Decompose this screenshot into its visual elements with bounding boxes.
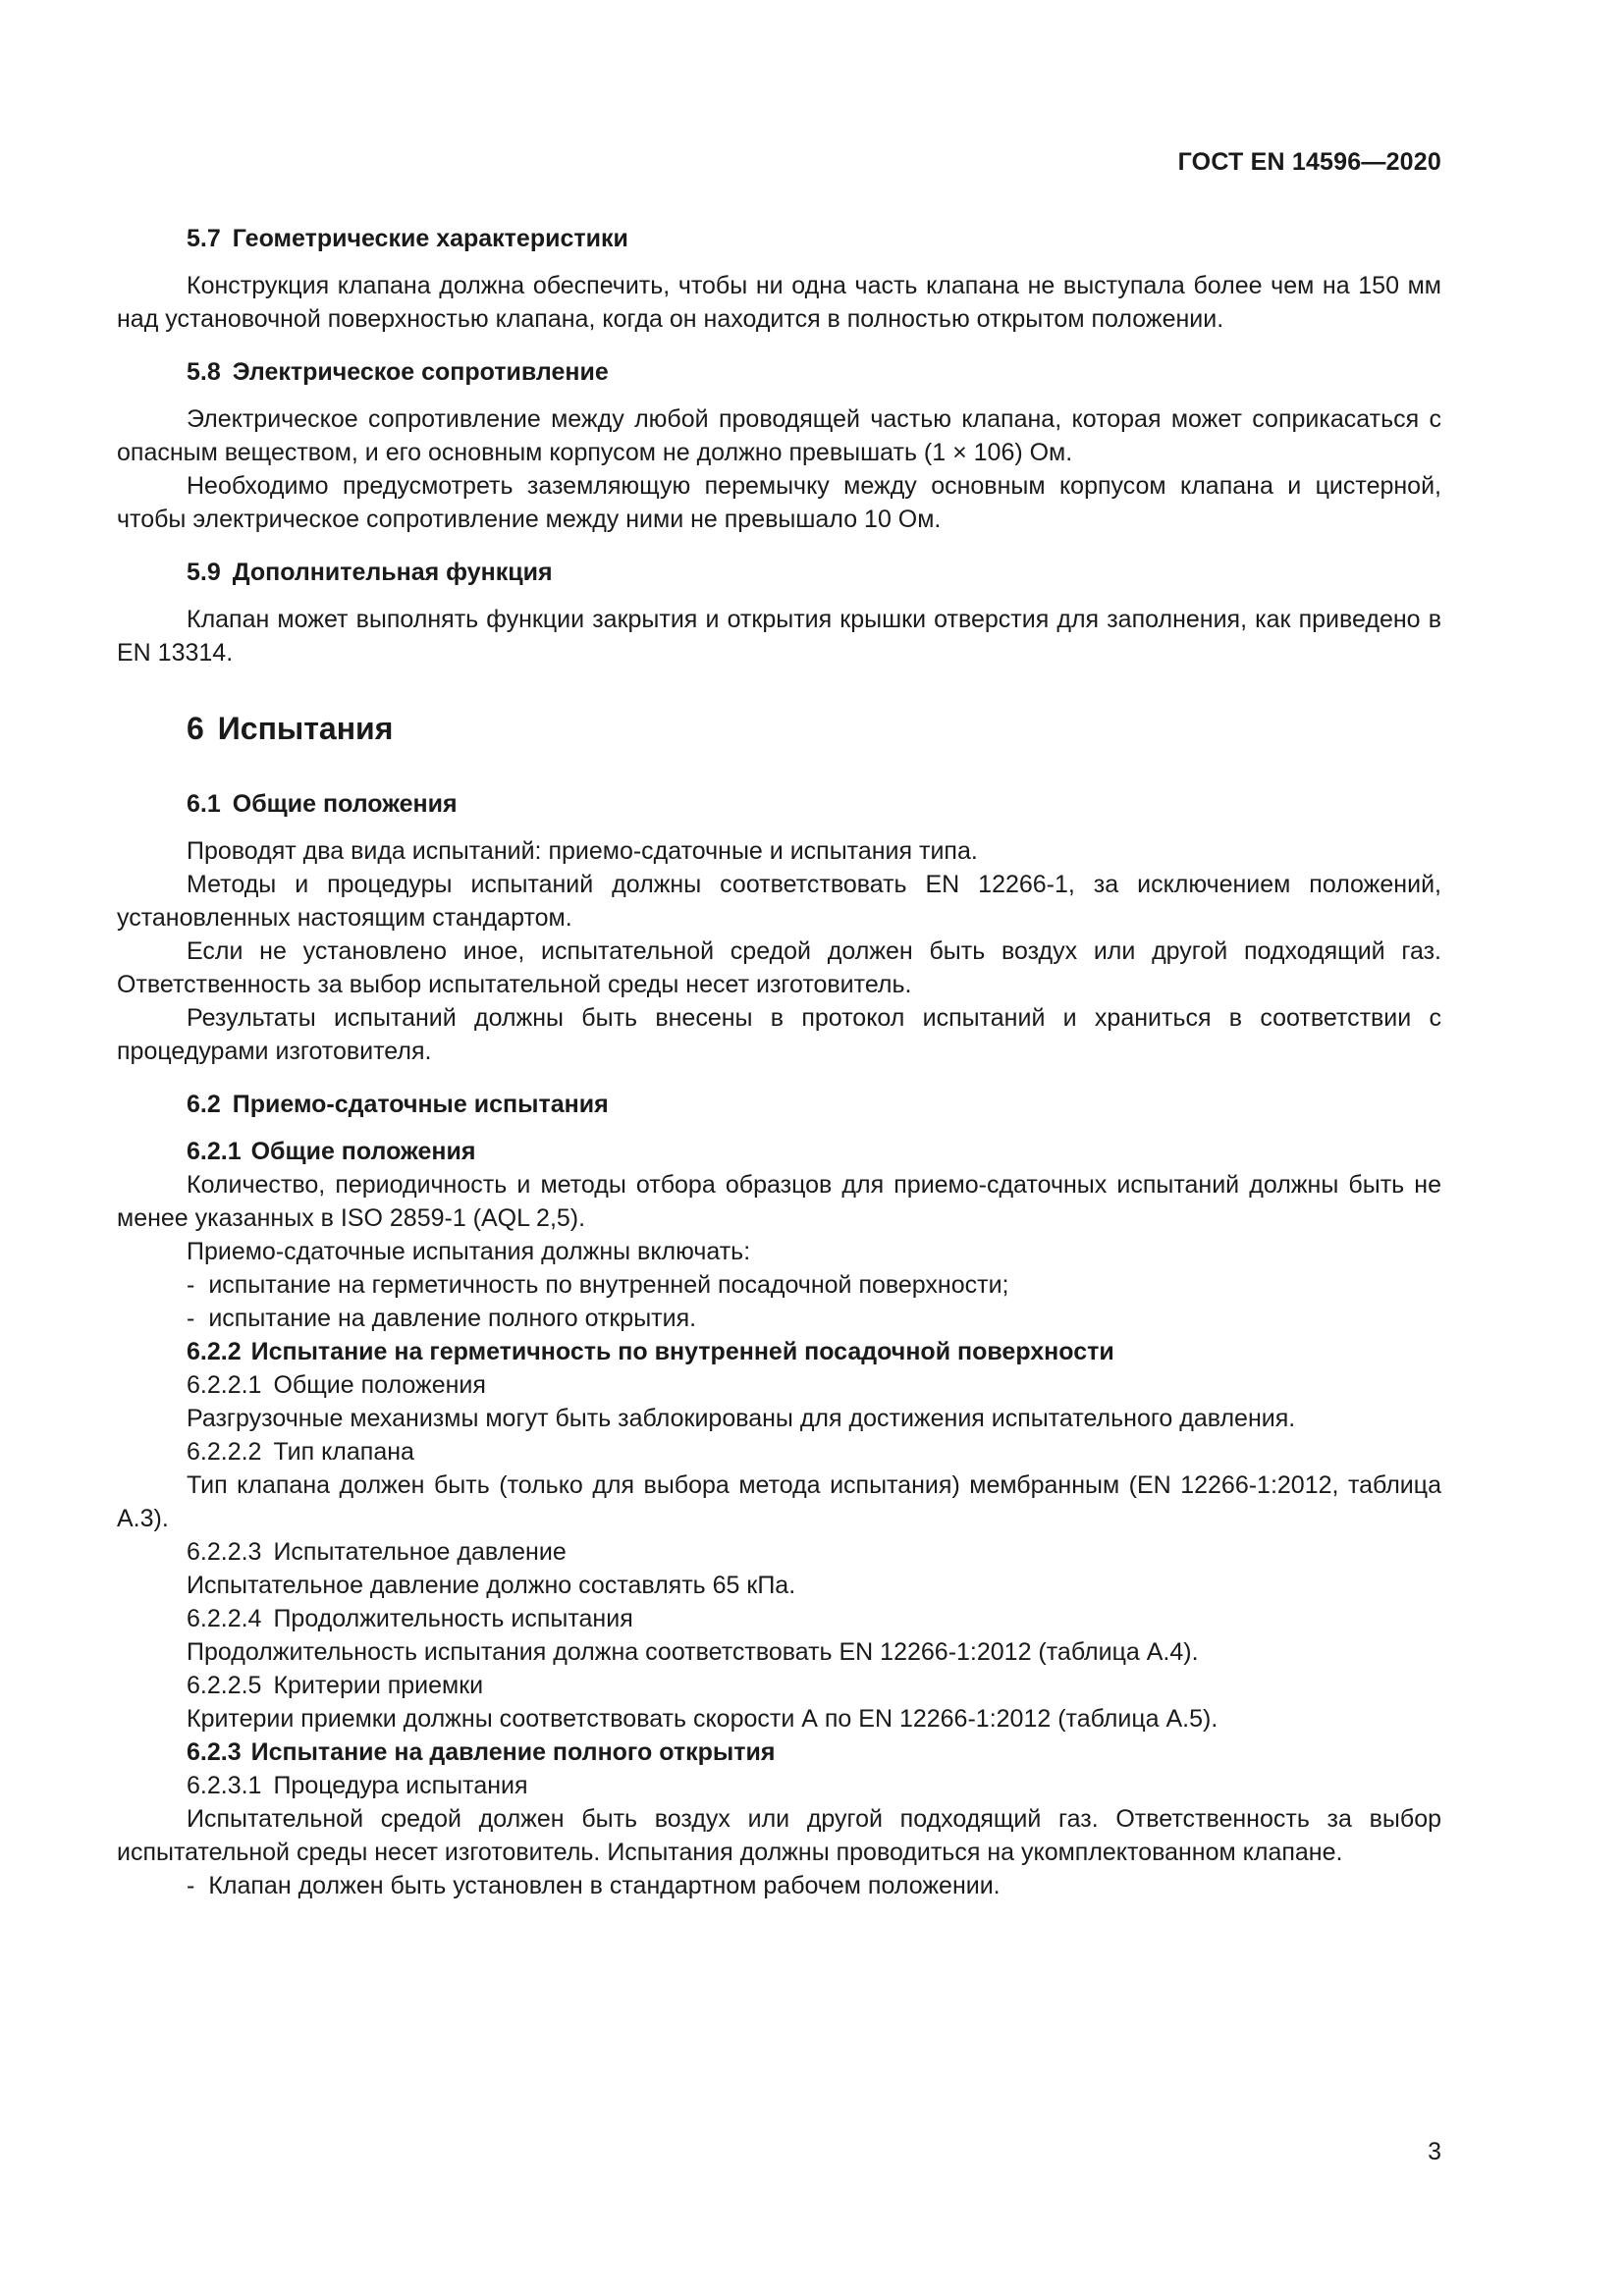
chapter-heading-6: 6 Испытания bbox=[187, 711, 394, 746]
clause-heading-6-2-3-1: 6.2.3.1 Процедура испытания bbox=[187, 1772, 528, 1799]
paragraph: Критерии приемки должны соответствовать скорости А по EN 12266-1:2012 (таблица А.5). bbox=[187, 1705, 1218, 1733]
clause-heading-6-2-2-1: 6.2.2.1 Общие положения bbox=[187, 1371, 486, 1399]
document-code-header: ГОСТ EN 14596—2020 bbox=[1177, 148, 1441, 176]
subsection-heading-6-2-1: 6.2.1 Общие положения bbox=[187, 1138, 476, 1165]
list-item: - испытание на герметичность по внутренней посадочной поверхности; bbox=[187, 1271, 1009, 1299]
paragraph: Электрическое сопротивление между любой проводящей частью клапана, которая может соприкасаться с опасным веществом, и его основным корпусом не должно превышать (1 × 106) Ом. bbox=[117, 405, 1441, 466]
paragraph: Конструкция клапана должна обеспечить, чтобы ни одна часть клапана не выступала более чем на 150 мм над установочной поверхностью клапана, когда он находится в полностью открытом положении. bbox=[117, 272, 1441, 333]
paragraph: Если не установлено иное, испытательной средой должен быть воздух или другой подходящий газ. Ответственность за выбор испытательной среды несет изготовитель. bbox=[117, 937, 1441, 998]
list-item: - Клапан должен быть установлен в стандартном рабочем положении. bbox=[187, 1872, 1001, 1899]
paragraph: Испытательное давление должно составлять 65 кПа. bbox=[187, 1572, 796, 1599]
paragraph: Продолжительность испытания должна соответствовать EN 12266-1:2012 (таблица А.4). bbox=[187, 1638, 1199, 1666]
section-heading-6-2: 6.2 Приемо-сдаточные испытания bbox=[187, 1091, 609, 1118]
clause-heading-6-2-2-5: 6.2.2.5 Критерии приемки bbox=[187, 1672, 484, 1699]
clause-heading-6-2-2-2: 6.2.2.2 Тип клапана bbox=[187, 1438, 414, 1466]
paragraph: Методы и процедуры испытаний должны соответствовать EN 12266-1, за исключением положений, установленных настоящим стандартом. bbox=[117, 871, 1441, 932]
clause-heading-6-2-2-4: 6.2.2.4 Продолжительность испытания bbox=[187, 1605, 633, 1632]
paragraph: Тип клапана должен быть (только для выбора метода испытания) мембранным (EN 12266-1:2012, таблица А.3). bbox=[117, 1471, 1441, 1532]
section-heading-6-1: 6.1 Общие положения bbox=[187, 790, 458, 818]
clause-heading-6-2-2-3: 6.2.2.3 Испытательное давление bbox=[187, 1538, 567, 1566]
list-item: - испытание на давление полного открытия. bbox=[187, 1305, 697, 1332]
paragraph: Испытательной средой должен быть воздух или другой подходящий газ. Ответственность за выбор испытательной среды несет изготовитель. Испытания должны проводиться на укомплектованном клапане. bbox=[117, 1805, 1441, 1866]
subsection-heading-6-2-3: 6.2.3 Испытание на давление полного открытия bbox=[187, 1738, 776, 1766]
section-heading-5-9: 5.9 Дополнительная функция bbox=[187, 559, 553, 586]
paragraph: Результаты испытаний должны быть внесены в протокол испытаний и храниться в соответствии с процедурами изготовителя. bbox=[117, 1004, 1441, 1065]
section-heading-5-8: 5.8 Электрическое сопротивление bbox=[187, 358, 609, 386]
paragraph: Разгрузочные механизмы могут быть заблокированы для достижения испытательного давления. bbox=[187, 1405, 1296, 1432]
section-heading-5-7: 5.7 Геометрические характеристики bbox=[187, 225, 628, 252]
paragraph: Количество, периодичность и методы отбора образцов для приемо-сдаточных испытаний должны быть не менее указанных в ISO 2859-1 (AQL 2,5). bbox=[117, 1171, 1441, 1232]
paragraph: Приемо-сдаточные испытания должны включать: bbox=[187, 1238, 751, 1265]
page-number: 3 bbox=[1428, 2138, 1441, 2165]
paragraph: Проводят два вида испытаний: приемо-сдаточные и испытания типа. bbox=[187, 837, 978, 865]
paragraph: Необходимо предусмотреть заземляющую перемычку между основным корпусом клапана и цистерной, чтобы электрическое сопротивление между ними не превышало 10 Ом. bbox=[117, 472, 1441, 533]
paragraph: Клапан может выполнять функции закрытия и открытия крышки отверстия для заполнения, как приведено в EN 13314. bbox=[117, 606, 1441, 667]
subsection-heading-6-2-2: 6.2.2 Испытание на герметичность по внутренней посадочной поверхности bbox=[187, 1338, 1114, 1365]
document-body bbox=[117, 222, 1441, 1902]
